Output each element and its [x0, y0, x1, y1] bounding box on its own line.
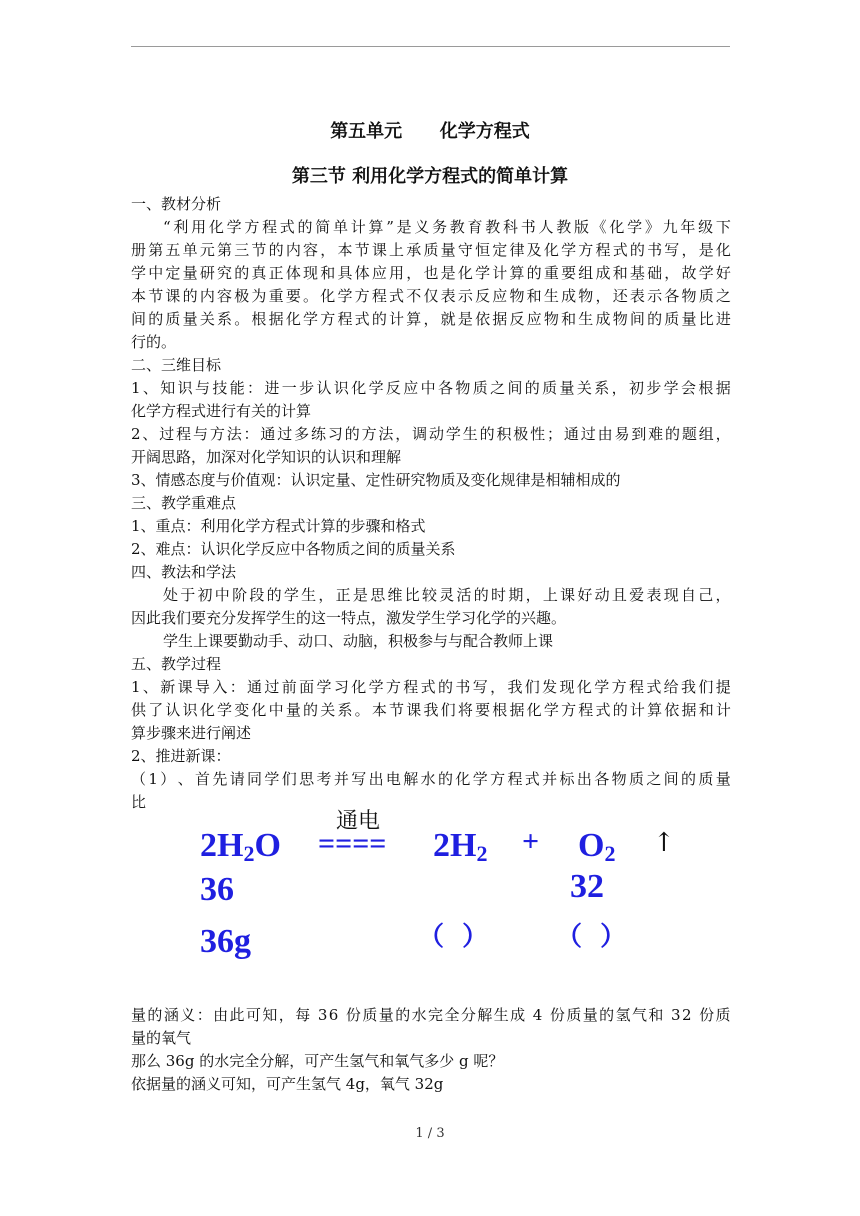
text-line: 2 、 过 程 与 方 法 ： 通 过 多 练 习 的 方 法 ， 调 动 学 生 的 积 极 性 ； 通 过 由 易 到 难 的 题 组 ， [131, 425, 731, 443]
given-water-mass: 36g [200, 923, 251, 960]
text-line: 算步骤来进行阐述 [131, 724, 252, 742]
text-line: （ 1 ） 、 首 先 请 同 学 们 思 考 并 写 出 电 解 水 的 化 学 方 程 式 并 标 出 各 物 质 之 间 的 质 量 [131, 770, 731, 788]
text-line: 五、教学过程 [131, 655, 222, 673]
text-line: 学 中 定 量 研 究 的 真 正 体 现 和 具 体 应 用 ， 也 是 化 学 计 算 的 重 要 组 成 和 基 础 ， 故 学 好 [131, 264, 731, 282]
reactant-water: $2H_2O$ [200, 827, 281, 866]
text-line: 行的。 [131, 333, 177, 351]
text-line: 处 于 初 中 阶 段 的 学 生 ， 正 是 思 维 比 较 灵 活 的 时 期 ， 上 课 好 动 且 爱 表 现 自 己 ， [163, 586, 731, 604]
blank-hydrogen: （ ） [418, 922, 489, 952]
mass-oxygen: 32 [570, 868, 604, 905]
text-line: 3、情感态度与价值观：认识定量、定性研究物质及变化规律是相辅相成的 [131, 471, 621, 489]
body-text-top [131, 193, 731, 814]
text-line: 1、重点：利用化学方程式计算的步骤和格式 [131, 517, 426, 535]
section-title: 第三节 利用化学方程式的简单计算 [291, 166, 569, 187]
unit-title: 第五单元 化学方程式 [330, 121, 530, 142]
text-line: 因此我们要充分发挥学生的这一特点，激发学生学习化学的兴趣。 [131, 609, 567, 627]
page-indicator: 1 / 3 [415, 1126, 445, 1141]
text-line: 间 的 质 量 关 系 。 根 据 化 学 方 程 式 的 计 算 ， 就 是 依 据 反 应 物 和 生 成 物 间 的 质 量 比 进 [131, 310, 731, 328]
text-line: 四、教法和学法 [131, 563, 237, 581]
text-line: 一、教材分析 [131, 195, 222, 213]
text-line: “ 利 用 化 学 方 程 式 的 简 单 计 算 ” 是 义 务 教 育 教 科 书 人 教 版 《 化 学 》 九 年 级 下 [163, 218, 731, 236]
text-line: 量的氧气 [131, 1029, 192, 1047]
condition-label: 通电 [336, 809, 381, 834]
blank-oxygen: （ ） [556, 922, 627, 952]
text-line: 量 的 涵 义 ： 由 此 可 知 ， 每 3 6 份 质 量 的 水 完 全 分 解 生 成 4 份 质 量 的 氢 气 和 3 2 份 质 [131, 1006, 731, 1024]
mass-water: 36 [200, 871, 234, 908]
text-line: 三、教学重难点 [131, 494, 237, 512]
text-line: 册 第 五 单 元 第 三 节 的 内 容 ， 本 节 课 上 承 质 量 守 恒 定 律 及 化 学 方 程 式 的 书 写 ， 是 化 [131, 241, 731, 259]
text-line: 二、三维目标 [131, 356, 222, 374]
text-line: 学生上课要勤动手、动口、动脑，积极参与与配合教师上课 [163, 632, 554, 650]
text-line: 开阔思路，加深对化学知识的认识和理解 [131, 448, 402, 466]
text-line: 依据量的涵义可知，可产生氢气 4g，氧气 32g [131, 1075, 444, 1093]
product-oxygen: $O_2$ [578, 827, 616, 866]
text-line: 化学方程式进行有关的计算 [131, 402, 312, 420]
gas-arrow-icon: ↑ [653, 828, 675, 858]
text-line: 1 、 新 课 导 入 ： 通 过 前 面 学 习 化 学 方 程 式 的 书 写 ， 我 们 发 现 化 学 方 程 式 给 我 们 提 [131, 678, 731, 696]
product-hydrogen: $2H_2$ [433, 827, 488, 866]
header-rule [131, 46, 730, 47]
equals-sign: ==== [318, 827, 387, 860]
text-line: 2、推进新课： [131, 747, 231, 765]
plus-sign: + [522, 825, 540, 858]
text-line: 本 节 课 的 内 容 极 为 重 要 。 化 学 方 程 式 不 仅 表 示 反 应 物 和 生 成 物 ， 还 表 示 各 物 质 之 [131, 287, 731, 305]
text-line: 2、难点：认识化学反应中各物质之间的质量关系 [131, 540, 456, 558]
text-line: 比 [131, 793, 147, 811]
text-line: 1 、 知 识 与 技 能 ： 进 一 步 认 识 化 学 反 应 中 各 物 质 之 间 的 质 量 关 系 ， 初 步 学 会 根 据 [131, 379, 731, 397]
body-text-bottom [131, 1004, 731, 1096]
text-line: 供 了 认 识 化 学 变 化 中 量 的 关 系 。 本 节 课 我 们 将 要 根 据 化 学 方 程 式 的 计 算 依 据 和 计 [131, 701, 731, 719]
text-line: 那么 36g 的水完全分解，可产生氢气和氧气多少 g 呢？ [131, 1052, 504, 1070]
